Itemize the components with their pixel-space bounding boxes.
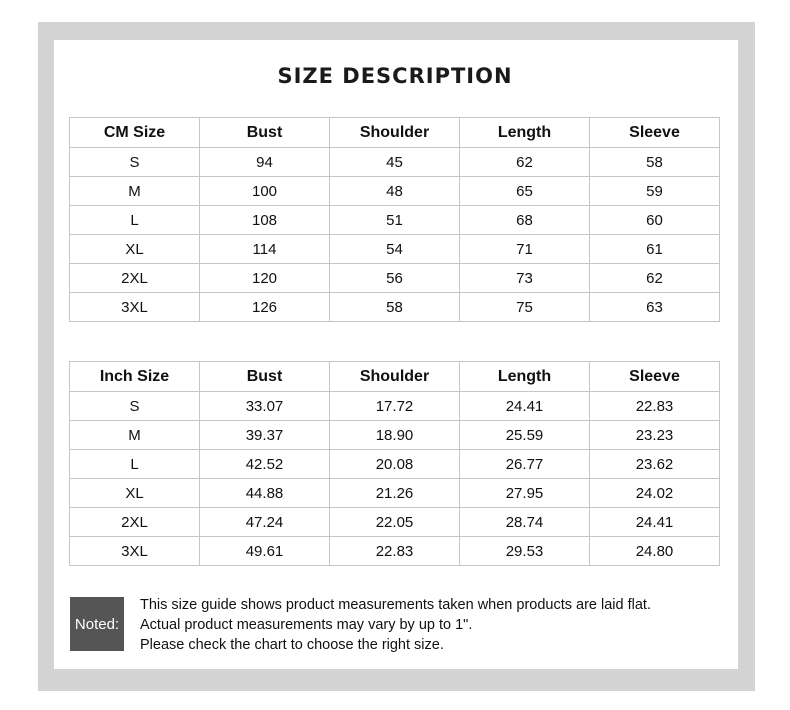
table-cell: 17.72 bbox=[330, 392, 460, 421]
header-cell: Shoulder bbox=[330, 118, 460, 148]
table-row bbox=[70, 148, 720, 177]
header-cell: Bust bbox=[200, 362, 330, 392]
table-row bbox=[70, 177, 720, 206]
table-cell: 21.26 bbox=[330, 479, 460, 508]
table-cell: S bbox=[70, 392, 200, 421]
table-row bbox=[70, 293, 720, 322]
table-cell: 22.83 bbox=[590, 392, 720, 421]
header-cell: Shoulder bbox=[330, 362, 460, 392]
table-row bbox=[70, 392, 720, 421]
header-cell: Length bbox=[460, 362, 590, 392]
table-cell: 23.62 bbox=[590, 450, 720, 479]
table-cell: 3XL bbox=[70, 293, 200, 322]
inch-size-table bbox=[69, 361, 720, 566]
table-cell: 18.90 bbox=[330, 421, 460, 450]
table-cell: 27.95 bbox=[460, 479, 590, 508]
page-title: SIZE DESCRIPTION bbox=[277, 64, 513, 88]
table-row bbox=[70, 450, 720, 479]
table-cell: 114 bbox=[200, 235, 330, 264]
table-cell: 58 bbox=[590, 148, 720, 177]
table-row bbox=[70, 421, 720, 450]
table-cell: 68 bbox=[460, 206, 590, 235]
table-cell: 29.53 bbox=[460, 537, 590, 566]
table-cell: M bbox=[70, 177, 200, 206]
table-header-row bbox=[70, 362, 720, 392]
table-cell: 33.07 bbox=[200, 392, 330, 421]
table-cell: 126 bbox=[200, 293, 330, 322]
table-cell: 60 bbox=[590, 206, 720, 235]
header-cell: Sleeve bbox=[590, 118, 720, 148]
header-cell: CM Size bbox=[70, 118, 200, 148]
table-cell: 2XL bbox=[70, 508, 200, 537]
table-cell: 24.02 bbox=[590, 479, 720, 508]
table-cell: 100 bbox=[200, 177, 330, 206]
header-cell: Length bbox=[460, 118, 590, 148]
table-cell: L bbox=[70, 450, 200, 479]
note-badge: Noted: bbox=[70, 597, 124, 651]
note-text bbox=[140, 595, 651, 655]
table-cell: 39.37 bbox=[200, 421, 330, 450]
table-cell: 24.41 bbox=[590, 508, 720, 537]
table-cell: 75 bbox=[460, 293, 590, 322]
table-cell: 22.05 bbox=[330, 508, 460, 537]
table-cell: L bbox=[70, 206, 200, 235]
table-cell: 62 bbox=[460, 148, 590, 177]
header-cell: Inch Size bbox=[70, 362, 200, 392]
table-cell: 61 bbox=[590, 235, 720, 264]
table-row bbox=[70, 508, 720, 537]
table-cell: 3XL bbox=[70, 537, 200, 566]
table-cell: 45 bbox=[330, 148, 460, 177]
table-cell: 71 bbox=[460, 235, 590, 264]
header-cell: Sleeve bbox=[590, 362, 720, 392]
table-cell: 94 bbox=[200, 148, 330, 177]
table-cell: 25.59 bbox=[460, 421, 590, 450]
table-cell: 73 bbox=[460, 264, 590, 293]
table-cell: 63 bbox=[590, 293, 720, 322]
table-cell: 42.52 bbox=[200, 450, 330, 479]
table-cell: 51 bbox=[330, 206, 460, 235]
table-row bbox=[70, 235, 720, 264]
table-cell: 120 bbox=[200, 264, 330, 293]
table-cell: 23.23 bbox=[590, 421, 720, 450]
table-cell: 22.83 bbox=[330, 537, 460, 566]
table-header-row bbox=[70, 118, 720, 148]
table-cell: 49.61 bbox=[200, 537, 330, 566]
table-row bbox=[70, 206, 720, 235]
note-line: This size guide shows product measurements taken when products are laid flat. bbox=[140, 597, 651, 613]
table-cell: 108 bbox=[200, 206, 330, 235]
table-cell: 24.80 bbox=[590, 537, 720, 566]
table-cell: 48 bbox=[330, 177, 460, 206]
table-cell: 65 bbox=[460, 177, 590, 206]
table-row bbox=[70, 264, 720, 293]
table-cell: S bbox=[70, 148, 200, 177]
table-cell: 2XL bbox=[70, 264, 200, 293]
table-cell: 47.24 bbox=[200, 508, 330, 537]
table-cell: 62 bbox=[590, 264, 720, 293]
note-line: Please check the chart to choose the right size. bbox=[140, 637, 444, 653]
table-cell: 59 bbox=[590, 177, 720, 206]
cm-size-table bbox=[69, 117, 720, 322]
table-cell: XL bbox=[70, 479, 200, 508]
table-cell: 24.41 bbox=[460, 392, 590, 421]
table-cell: 26.77 bbox=[460, 450, 590, 479]
table-cell: 28.74 bbox=[460, 508, 590, 537]
header-cell: Bust bbox=[200, 118, 330, 148]
table-cell: 58 bbox=[330, 293, 460, 322]
table-cell: 20.08 bbox=[330, 450, 460, 479]
table-row bbox=[70, 479, 720, 508]
table-cell: 44.88 bbox=[200, 479, 330, 508]
table-cell: 54 bbox=[330, 235, 460, 264]
table-cell: XL bbox=[70, 235, 200, 264]
table-cell: 56 bbox=[330, 264, 460, 293]
note-line: Actual product measurements may vary by up to 1". bbox=[140, 617, 473, 633]
table-cell: M bbox=[70, 421, 200, 450]
table-row bbox=[70, 537, 720, 566]
